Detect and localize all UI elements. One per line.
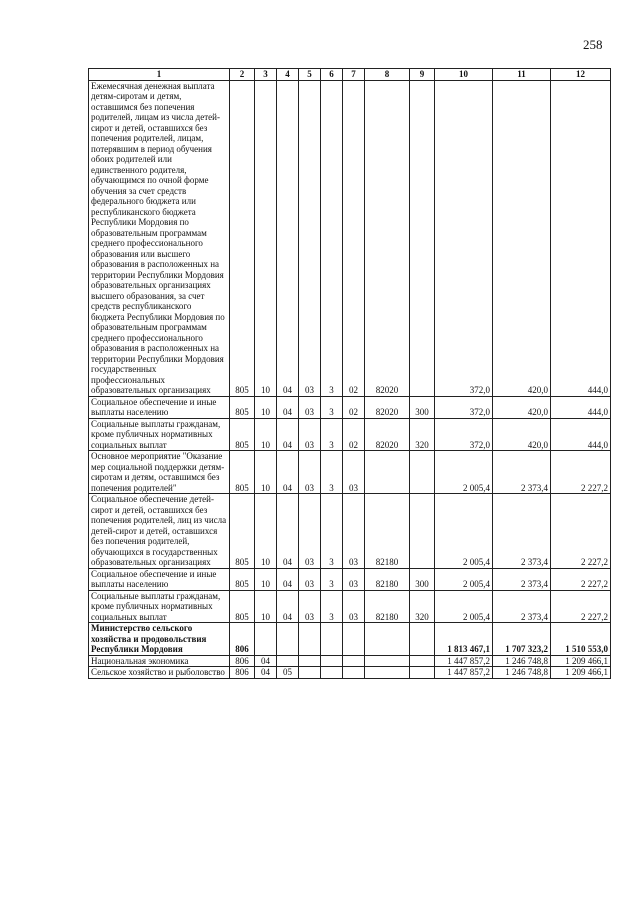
col-header: 2 <box>230 69 255 81</box>
header-row <box>89 69 611 81</box>
budget-table <box>88 68 611 679</box>
code-direction: 82180 <box>365 494 410 569</box>
amount-col12: 2 227,2 <box>551 590 611 623</box>
code-section: 10 <box>255 451 277 494</box>
amount-col12: 444,0 <box>551 396 611 418</box>
code-program: 03 <box>299 590 321 623</box>
amount-col11: 1 246 748,8 <box>493 667 551 679</box>
amount-col10: 1 813 467,1 <box>435 623 493 656</box>
code-expense-type <box>410 494 435 569</box>
code-program: 03 <box>299 80 321 396</box>
table-row <box>89 590 611 623</box>
col-header: 8 <box>365 69 410 81</box>
code-event: 02 <box>343 80 365 396</box>
amount-col10: 1 447 857,2 <box>435 655 493 667</box>
code-subprogram: 3 <box>321 590 343 623</box>
code-event: 03 <box>343 494 365 569</box>
code-subsection: 04 <box>277 568 299 590</box>
code-subprogram <box>321 623 343 656</box>
amount-col12: 2 227,2 <box>551 494 611 569</box>
code-admin: 805 <box>230 396 255 418</box>
code-section: 10 <box>255 418 277 451</box>
amount-col12: 2 227,2 <box>551 451 611 494</box>
code-expense-type <box>410 623 435 656</box>
amount-col10: 2 005,4 <box>435 451 493 494</box>
table-row <box>89 80 611 396</box>
code-expense-type <box>410 451 435 494</box>
code-subprogram: 3 <box>321 418 343 451</box>
code-expense-type: 300 <box>410 396 435 418</box>
code-expense-type: 320 <box>410 590 435 623</box>
code-admin: 805 <box>230 418 255 451</box>
code-direction <box>365 655 410 667</box>
code-expense-type <box>410 655 435 667</box>
code-direction: 82180 <box>365 568 410 590</box>
code-event: 03 <box>343 590 365 623</box>
code-section: 04 <box>255 667 277 679</box>
col-header: 10 <box>435 69 493 81</box>
code-program: 03 <box>299 418 321 451</box>
code-subsection: 04 <box>277 590 299 623</box>
amount-col10: 372,0 <box>435 418 493 451</box>
col-header: 12 <box>551 69 611 81</box>
code-admin: 806 <box>230 655 255 667</box>
code-subsection: 04 <box>277 396 299 418</box>
amount-col10: 2 005,4 <box>435 568 493 590</box>
code-admin: 806 <box>230 623 255 656</box>
amount-col10: 1 447 857,2 <box>435 667 493 679</box>
code-direction: 82180 <box>365 590 410 623</box>
amount-col11: 2 373,4 <box>493 451 551 494</box>
amount-col12: 2 227,2 <box>551 568 611 590</box>
row-name: Министерство сельского хозяйства и продовольствия Республики Мордовия <box>89 623 230 656</box>
code-expense-type <box>410 667 435 679</box>
code-direction <box>365 623 410 656</box>
code-direction <box>365 451 410 494</box>
table-row <box>89 667 611 679</box>
code-event: 03 <box>343 451 365 494</box>
col-header: 6 <box>321 69 343 81</box>
row-name: Социальное обеспечение и иные выплаты населению <box>89 396 230 418</box>
code-section: 10 <box>255 396 277 418</box>
code-subsection: 04 <box>277 418 299 451</box>
col-header: 7 <box>343 69 365 81</box>
code-program: 03 <box>299 451 321 494</box>
code-program: 03 <box>299 568 321 590</box>
col-header: 4 <box>277 69 299 81</box>
code-program <box>299 655 321 667</box>
code-event: 02 <box>343 418 365 451</box>
table-row <box>89 568 611 590</box>
code-direction: 82020 <box>365 396 410 418</box>
code-section: 04 <box>255 655 277 667</box>
code-program: 03 <box>299 396 321 418</box>
code-admin: 805 <box>230 80 255 396</box>
code-subsection: 04 <box>277 80 299 396</box>
amount-col10: 372,0 <box>435 80 493 396</box>
row-name: Ежемесячная денежная выплата детям-сиротам и детям, оставшимся без попечения родителей, лицам из числа детей-сирот и детей, оставшихся без попечения родителей, лицам, потерявшим в период обучения обоих родителей или единственного родителя, обучающимся по очной форме обучения за счет средств федерального бюджета или республиканского бюджета Республики Мордовия по образовательным программам среднего профессионального образования или высшего образования в расположенных на территории Республики Мордовия образовательных организациях высшего образования, за счет средств республиканского бюджета Республики Мордовия по образовательным программам среднего профессионального образования в расположенных на территории Республики Мордовия государственных профессиональных образовательных организациях <box>89 80 230 396</box>
table-row <box>89 655 611 667</box>
code-admin: 805 <box>230 451 255 494</box>
code-event: 02 <box>343 396 365 418</box>
amount-col12: 444,0 <box>551 418 611 451</box>
code-program <box>299 623 321 656</box>
table-row <box>89 418 611 451</box>
row-name: Национальная экономика <box>89 655 230 667</box>
amount-col12: 444,0 <box>551 80 611 396</box>
col-header: 9 <box>410 69 435 81</box>
amount-col11: 1 707 323,2 <box>493 623 551 656</box>
code-admin: 805 <box>230 494 255 569</box>
code-subsection: 04 <box>277 451 299 494</box>
col-header: 3 <box>255 69 277 81</box>
code-expense-type: 320 <box>410 418 435 451</box>
code-direction: 82020 <box>365 80 410 396</box>
amount-col11: 2 373,4 <box>493 568 551 590</box>
code-subprogram: 3 <box>321 396 343 418</box>
table-row <box>89 623 611 656</box>
code-section: 10 <box>255 568 277 590</box>
code-subsection: 05 <box>277 667 299 679</box>
code-expense-type <box>410 80 435 396</box>
code-direction: 82020 <box>365 418 410 451</box>
code-section: 10 <box>255 590 277 623</box>
code-subprogram: 3 <box>321 451 343 494</box>
amount-col11: 420,0 <box>493 80 551 396</box>
code-event: 03 <box>343 568 365 590</box>
col-header: 1 <box>89 69 230 81</box>
amount-col12: 1 209 466,1 <box>551 667 611 679</box>
amount-col10: 2 005,4 <box>435 590 493 623</box>
amount-col11: 1 246 748,8 <box>493 655 551 667</box>
code-subsection <box>277 655 299 667</box>
table-row <box>89 494 611 569</box>
amount-col10: 372,0 <box>435 396 493 418</box>
code-program <box>299 667 321 679</box>
code-section <box>255 623 277 656</box>
code-subprogram <box>321 667 343 679</box>
table-row <box>89 396 611 418</box>
code-subprogram: 3 <box>321 494 343 569</box>
code-expense-type: 300 <box>410 568 435 590</box>
row-name: Социальное обеспечение детей-сирот и детей, оставшихся без попечения родителей, лиц из числа детей-сирот и детей, оставшихся без попечения родителей, обучающихся в государственных образовательных организациях <box>89 494 230 569</box>
row-name: Сельское хозяйство и рыболовство <box>89 667 230 679</box>
code-subprogram <box>321 655 343 667</box>
amount-col11: 420,0 <box>493 396 551 418</box>
code-admin: 805 <box>230 590 255 623</box>
amount-col11: 2 373,4 <box>493 494 551 569</box>
table-row <box>89 451 611 494</box>
code-subprogram: 3 <box>321 80 343 396</box>
code-admin: 805 <box>230 568 255 590</box>
amount-col11: 420,0 <box>493 418 551 451</box>
amount-col12: 1 209 466,1 <box>551 655 611 667</box>
amount-col12: 1 510 553,0 <box>551 623 611 656</box>
code-admin: 806 <box>230 667 255 679</box>
amount-col11: 2 373,4 <box>493 590 551 623</box>
code-event <box>343 623 365 656</box>
col-header: 5 <box>299 69 321 81</box>
code-section: 10 <box>255 494 277 569</box>
page-number: 258 <box>583 37 603 52</box>
code-program: 03 <box>299 494 321 569</box>
row-name: Социальные выплаты гражданам, кроме публичных нормативных социальных выплат <box>89 590 230 623</box>
code-event <box>343 655 365 667</box>
code-subsection <box>277 623 299 656</box>
amount-col10: 2 005,4 <box>435 494 493 569</box>
code-section: 10 <box>255 80 277 396</box>
row-name: Основное мероприятие "Оказание мер социальной поддержки детям-сиротам и детям, оставшимся без попечения родителей" <box>89 451 230 494</box>
code-subsection: 04 <box>277 494 299 569</box>
col-header: 11 <box>493 69 551 81</box>
row-name: Социальные выплаты гражданам, кроме публичных нормативных социальных выплат <box>89 418 230 451</box>
code-subprogram: 3 <box>321 568 343 590</box>
code-direction <box>365 667 410 679</box>
code-event <box>343 667 365 679</box>
row-name: Социальное обеспечение и иные выплаты населению <box>89 568 230 590</box>
